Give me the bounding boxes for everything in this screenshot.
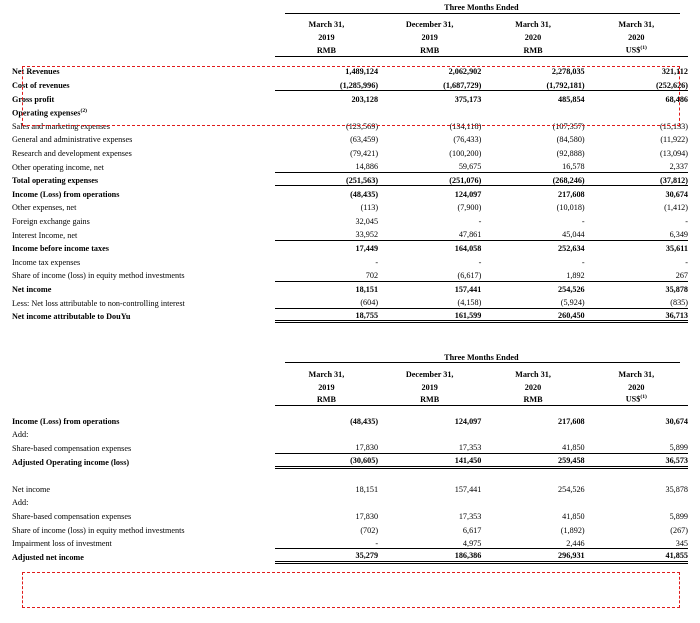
row-value-col1: 18,151 bbox=[355, 484, 379, 494]
row-value-col4: (37,812) bbox=[585, 172, 688, 186]
row-label: Add: bbox=[12, 498, 29, 508]
row-value-col2: (134,118) bbox=[449, 121, 482, 131]
s2-col3-date: March 31, bbox=[515, 369, 551, 379]
row-value-col3 bbox=[481, 426, 584, 440]
table-row bbox=[12, 549, 688, 563]
row-value-col2: 124,097 bbox=[378, 186, 481, 200]
row-value-col2: 4,975 bbox=[462, 538, 482, 548]
header-label-blank-2 bbox=[12, 366, 275, 379]
row-value-col2: - bbox=[478, 217, 482, 227]
red-dashed-highlight-adjusted-net-income bbox=[22, 572, 680, 608]
table-row bbox=[12, 186, 688, 200]
row-value-col2: 157,441 bbox=[454, 484, 482, 494]
row-value-col1: (1,285,996) bbox=[339, 80, 379, 90]
row-value-col1: 702 bbox=[365, 270, 379, 280]
row-label: Share of income (loss) in equity method investments bbox=[12, 271, 185, 281]
table-row bbox=[12, 467, 688, 481]
row-value-col4: (267) bbox=[670, 525, 688, 535]
col3-date: March 31, bbox=[515, 20, 551, 30]
row-value-col4: 267 bbox=[675, 270, 688, 280]
row-value-col1: (48,435) bbox=[350, 416, 379, 426]
s2-col4-date: March 31, bbox=[618, 369, 655, 379]
row-label: Less: Net loss attributable to non-controlling interest bbox=[12, 298, 185, 308]
row-label-note: (2) bbox=[80, 107, 87, 114]
row-value-col3: (1,792,181) bbox=[546, 80, 585, 90]
row-value-col2: 375,173 bbox=[378, 91, 481, 105]
row-value-col3: 41,850 bbox=[562, 443, 585, 453]
table-header-section2 bbox=[12, 349, 688, 413]
row-value-col4: 30,674 bbox=[665, 416, 688, 426]
row-value-col1: 17,449 bbox=[275, 240, 378, 254]
col3-year: 2020 bbox=[524, 33, 542, 43]
row-value-col4: (13,094) bbox=[660, 149, 688, 159]
row-value-col4: 345 bbox=[675, 538, 688, 548]
row-value-col3: 2,446 bbox=[566, 538, 585, 548]
table-row bbox=[12, 131, 688, 145]
table-row bbox=[12, 104, 688, 118]
row-value-col3: - bbox=[581, 217, 585, 227]
row-value-col2: - bbox=[478, 257, 482, 267]
row-value-col4 bbox=[585, 467, 688, 481]
header-label-blank-2b bbox=[12, 379, 275, 392]
header-body-gap bbox=[12, 56, 688, 64]
s2-col3-year: 2020 bbox=[524, 382, 542, 392]
row-label: Add: bbox=[12, 430, 29, 440]
s2-col4-currency-note: (1) bbox=[640, 394, 647, 401]
row-value-col4: 30,674 bbox=[585, 186, 688, 200]
row-value-col4: - bbox=[685, 257, 688, 267]
row-label: Sales and marketing expenses bbox=[12, 121, 110, 131]
col2-year: 2019 bbox=[421, 33, 438, 43]
row-value-col4: 6,349 bbox=[669, 230, 688, 240]
table-row bbox=[12, 227, 688, 241]
row-label: Total operating expenses bbox=[12, 176, 99, 186]
row-value-col1: 17,830 bbox=[355, 443, 379, 453]
row-label: Income tax expenses bbox=[12, 257, 81, 267]
table-row bbox=[12, 267, 688, 281]
row-value-col2 bbox=[378, 494, 481, 508]
table-row bbox=[12, 240, 688, 254]
row-value-col2: 157,441 bbox=[378, 281, 481, 295]
row-value-col3: 254,526 bbox=[558, 484, 585, 494]
row-value-col3: (5,924) bbox=[560, 298, 585, 308]
table-body-section1 bbox=[12, 64, 688, 322]
row-value-col4: 35,878 bbox=[585, 281, 688, 295]
s2-col4-currency bbox=[585, 392, 688, 405]
row-label: Adjusted Operating income (loss) bbox=[12, 457, 130, 467]
col2-currency: RMB bbox=[378, 43, 481, 56]
header-label-blank3 bbox=[12, 43, 275, 56]
row-value-col3 bbox=[481, 467, 584, 481]
row-value-col1: 18,755 bbox=[275, 308, 378, 322]
group-header-three-months-ended-2: Three Months Ended bbox=[444, 352, 519, 362]
row-value-col1 bbox=[275, 494, 378, 508]
table-row bbox=[12, 440, 688, 454]
row-label: Share-based compensation expenses bbox=[12, 511, 132, 521]
row-value-col2: (7,900) bbox=[457, 203, 482, 213]
row-value-col3: 16,578 bbox=[562, 162, 585, 172]
row-label: Net income attributable to DouYu bbox=[12, 312, 131, 322]
header-label-blank-2c bbox=[12, 392, 275, 405]
row-value-col3: 259,458 bbox=[481, 454, 584, 468]
s2-col2-year: 2019 bbox=[421, 382, 438, 392]
row-value-col1: (123,569) bbox=[345, 121, 379, 131]
row-value-col1 bbox=[275, 104, 378, 118]
row-value-col1: (702) bbox=[360, 525, 379, 535]
row-value-col1: - bbox=[375, 257, 379, 267]
row-value-col4: (252,626) bbox=[655, 80, 688, 90]
row-value-col1: 18,151 bbox=[275, 281, 378, 295]
row-value-col3: 2,278,035 bbox=[551, 67, 585, 77]
row-value-col1: (48,435) bbox=[275, 186, 378, 200]
row-value-col3: - bbox=[581, 257, 585, 267]
row-value-col1: (79,421) bbox=[350, 149, 379, 159]
row-value-col2: 59,675 bbox=[458, 162, 482, 172]
row-value-col4: 321,112 bbox=[661, 67, 688, 77]
row-value-col1: 1,489,124 bbox=[345, 67, 379, 77]
col4-year: 2020 bbox=[628, 33, 645, 43]
row-value-col2: (251,076) bbox=[378, 172, 481, 186]
col4-currency bbox=[585, 43, 688, 56]
table-row bbox=[12, 522, 688, 536]
row-value-col1: 32,045 bbox=[355, 217, 379, 227]
row-label: Adjusted net income bbox=[12, 552, 84, 562]
table-row bbox=[12, 481, 688, 495]
row-value-col3: (268,246) bbox=[481, 172, 584, 186]
row-value-col3: 260,450 bbox=[481, 308, 584, 322]
row-label: Operating expenses$^{(2)}$ bbox=[12, 107, 87, 118]
col4-currency-text: US$ bbox=[625, 45, 641, 55]
table-row bbox=[12, 281, 688, 295]
row-value-col2: 47,861 bbox=[458, 230, 482, 240]
table-row bbox=[12, 64, 688, 78]
row-value-col3: 45,044 bbox=[562, 230, 585, 240]
row-value-col1: 35,279 bbox=[275, 549, 378, 563]
row-value-col4: (835) bbox=[670, 298, 688, 308]
row-value-col1: 203,128 bbox=[275, 91, 378, 105]
row-value-col3: 254,526 bbox=[481, 281, 584, 295]
s2-col1-date: March 31, bbox=[308, 369, 345, 379]
row-label: Interest Income, net bbox=[12, 230, 78, 240]
table-row bbox=[12, 213, 688, 227]
row-value-col2: 17,353 bbox=[458, 511, 482, 521]
row-value-col4: (11,922) bbox=[660, 135, 688, 145]
row-value-col4: 5,899 bbox=[669, 511, 688, 521]
row-label: Impairment loss of investment bbox=[12, 539, 112, 549]
row-label: Share-based compensation expenses bbox=[12, 443, 132, 453]
row-label: Income before income taxes bbox=[12, 244, 109, 254]
row-value-col4 bbox=[585, 426, 688, 440]
row-value-col3: 217,608 bbox=[558, 416, 585, 426]
row-value-col4: 35,878 bbox=[665, 484, 688, 494]
row-value-col3 bbox=[481, 104, 584, 118]
row-value-col3: (10,018) bbox=[556, 203, 585, 213]
s2-col4-year: 2020 bbox=[628, 382, 645, 392]
table-row bbox=[12, 494, 688, 508]
row-value-col3: 217,608 bbox=[481, 186, 584, 200]
table-row bbox=[12, 413, 688, 427]
row-value-col1: 14,886 bbox=[355, 162, 379, 172]
row-value-col4: 2,337 bbox=[669, 162, 688, 172]
row-label: Research and development expenses bbox=[12, 149, 132, 159]
s2-col3-currency: RMB bbox=[481, 392, 584, 405]
row-label: Foreign exchange gains bbox=[12, 217, 90, 227]
col1-currency: RMB bbox=[275, 43, 378, 56]
row-value-col2: 141,450 bbox=[378, 454, 481, 468]
table-row bbox=[12, 535, 688, 549]
row-value-col2: 161,599 bbox=[378, 308, 481, 322]
row-label: General and administrative expenses bbox=[12, 135, 133, 145]
empty-corner-2 bbox=[12, 349, 275, 362]
section-gap bbox=[0, 323, 700, 349]
row-label: Other expenses, net bbox=[12, 203, 77, 213]
s2-col4-currency-text: US$ bbox=[625, 395, 641, 405]
table-header-section1 bbox=[12, 0, 688, 64]
row-value-col3: (107,357) bbox=[552, 121, 585, 131]
table-row bbox=[12, 172, 688, 186]
row-value-col3 bbox=[481, 494, 584, 508]
row-value-col2: (1,687,729) bbox=[443, 80, 482, 90]
row-value-col2: (4,158) bbox=[457, 298, 482, 308]
row-label: Share of income (loss) in equity method investments bbox=[12, 525, 185, 535]
row-value-col1: (113) bbox=[360, 203, 379, 213]
s2-col2-date: December 31, bbox=[405, 369, 454, 379]
row-value-col3: 252,634 bbox=[481, 240, 584, 254]
row-value-col1: (251,563) bbox=[275, 172, 378, 186]
row-value-col2: 124,097 bbox=[454, 416, 482, 426]
col4-date: March 31, bbox=[618, 20, 655, 30]
row-value-col2: 164,058 bbox=[378, 240, 481, 254]
table-row bbox=[12, 77, 688, 91]
row-value-col1: (63,459) bbox=[350, 135, 379, 145]
col1-date: March 31, bbox=[308, 20, 345, 30]
row-value-col2 bbox=[378, 104, 481, 118]
table-row bbox=[12, 454, 688, 468]
row-value-col4 bbox=[585, 494, 688, 508]
col2-date: December 31, bbox=[405, 20, 454, 30]
row-value-col4: (15,133) bbox=[660, 121, 688, 131]
row-value-col1: 33,952 bbox=[355, 230, 379, 240]
row-value-col2 bbox=[378, 426, 481, 440]
row-value-col4 bbox=[585, 104, 688, 118]
row-value-col1: 17,830 bbox=[355, 511, 379, 521]
row-value-col2: 6,617 bbox=[462, 525, 482, 535]
row-label: Gross profit bbox=[12, 94, 55, 104]
row-value-col1 bbox=[275, 426, 378, 440]
row-value-col4: 68,486 bbox=[585, 91, 688, 105]
row-value-col1: (604) bbox=[360, 298, 379, 308]
row-label: Cost of revenues bbox=[12, 81, 70, 91]
row-value-col2 bbox=[378, 467, 481, 481]
table-row bbox=[12, 159, 688, 173]
s2-col1-currency: RMB bbox=[275, 392, 378, 405]
row-value-col4: (1,412) bbox=[664, 203, 688, 213]
header-label-blank2 bbox=[12, 30, 275, 43]
row-value-col3: (1,892) bbox=[560, 525, 585, 535]
col4-currency-note: (1) bbox=[640, 45, 647, 52]
row-value-col4: 35,611 bbox=[585, 240, 688, 254]
table-row bbox=[12, 508, 688, 522]
col3-currency: RMB bbox=[481, 43, 584, 56]
financial-table-non-gaap-reconciliation bbox=[12, 349, 688, 564]
row-value-col1: - bbox=[375, 538, 379, 548]
table-row bbox=[12, 199, 688, 213]
row-label: Net income bbox=[12, 284, 52, 294]
row-value-col2: 17,353 bbox=[458, 443, 482, 453]
row-value-col4: 36,573 bbox=[585, 454, 688, 468]
row-value-col2: (76,433) bbox=[453, 135, 482, 145]
s2-col1-year: 2019 bbox=[318, 382, 335, 392]
row-label: Net income bbox=[12, 484, 50, 494]
table-row bbox=[12, 118, 688, 132]
table-body-section2 bbox=[12, 413, 688, 563]
table-row bbox=[12, 295, 688, 309]
financial-table-income-statement bbox=[12, 0, 688, 323]
empty-corner bbox=[12, 0, 275, 13]
table-row bbox=[12, 91, 688, 105]
row-value-col1: (30,605) bbox=[275, 454, 378, 468]
row-value-col4: 41,855 bbox=[585, 549, 688, 563]
row-label bbox=[12, 467, 275, 481]
header-body-gap-2 bbox=[12, 405, 688, 413]
header-label-blank bbox=[12, 17, 275, 30]
row-value-col3: 41,850 bbox=[562, 511, 585, 521]
row-value-col4: - bbox=[685, 217, 688, 227]
table-row bbox=[12, 145, 688, 159]
table-row bbox=[12, 308, 688, 322]
row-value-col4: 36,713 bbox=[585, 308, 688, 322]
group-header-three-months-ended: Three Months Ended bbox=[444, 3, 519, 13]
row-value-col3: (84,580) bbox=[556, 135, 585, 145]
row-value-col4: 5,899 bbox=[669, 443, 688, 453]
row-value-col2: (6,617) bbox=[457, 270, 482, 280]
table-row bbox=[12, 426, 688, 440]
row-value-col3: (92,888) bbox=[556, 149, 585, 159]
row-value-col3: 296,931 bbox=[481, 549, 584, 563]
col1-year: 2019 bbox=[318, 33, 335, 43]
row-value-col2: (100,200) bbox=[449, 149, 482, 159]
row-label: Net Revenues bbox=[12, 67, 60, 77]
s2-col2-currency: RMB bbox=[378, 392, 481, 405]
row-value-col2: 186,386 bbox=[378, 549, 481, 563]
row-value-col3: 485,854 bbox=[481, 91, 584, 105]
row-label: Income (Loss) from operations bbox=[12, 189, 120, 199]
table-row bbox=[12, 254, 688, 268]
row-value-col2: 2,062,902 bbox=[448, 67, 482, 77]
row-value-col1 bbox=[275, 467, 378, 481]
row-value-col3: 1,892 bbox=[566, 270, 585, 280]
row-label: Income (Loss) from operations bbox=[12, 416, 120, 426]
row-label: Other operating income, net bbox=[12, 162, 104, 172]
